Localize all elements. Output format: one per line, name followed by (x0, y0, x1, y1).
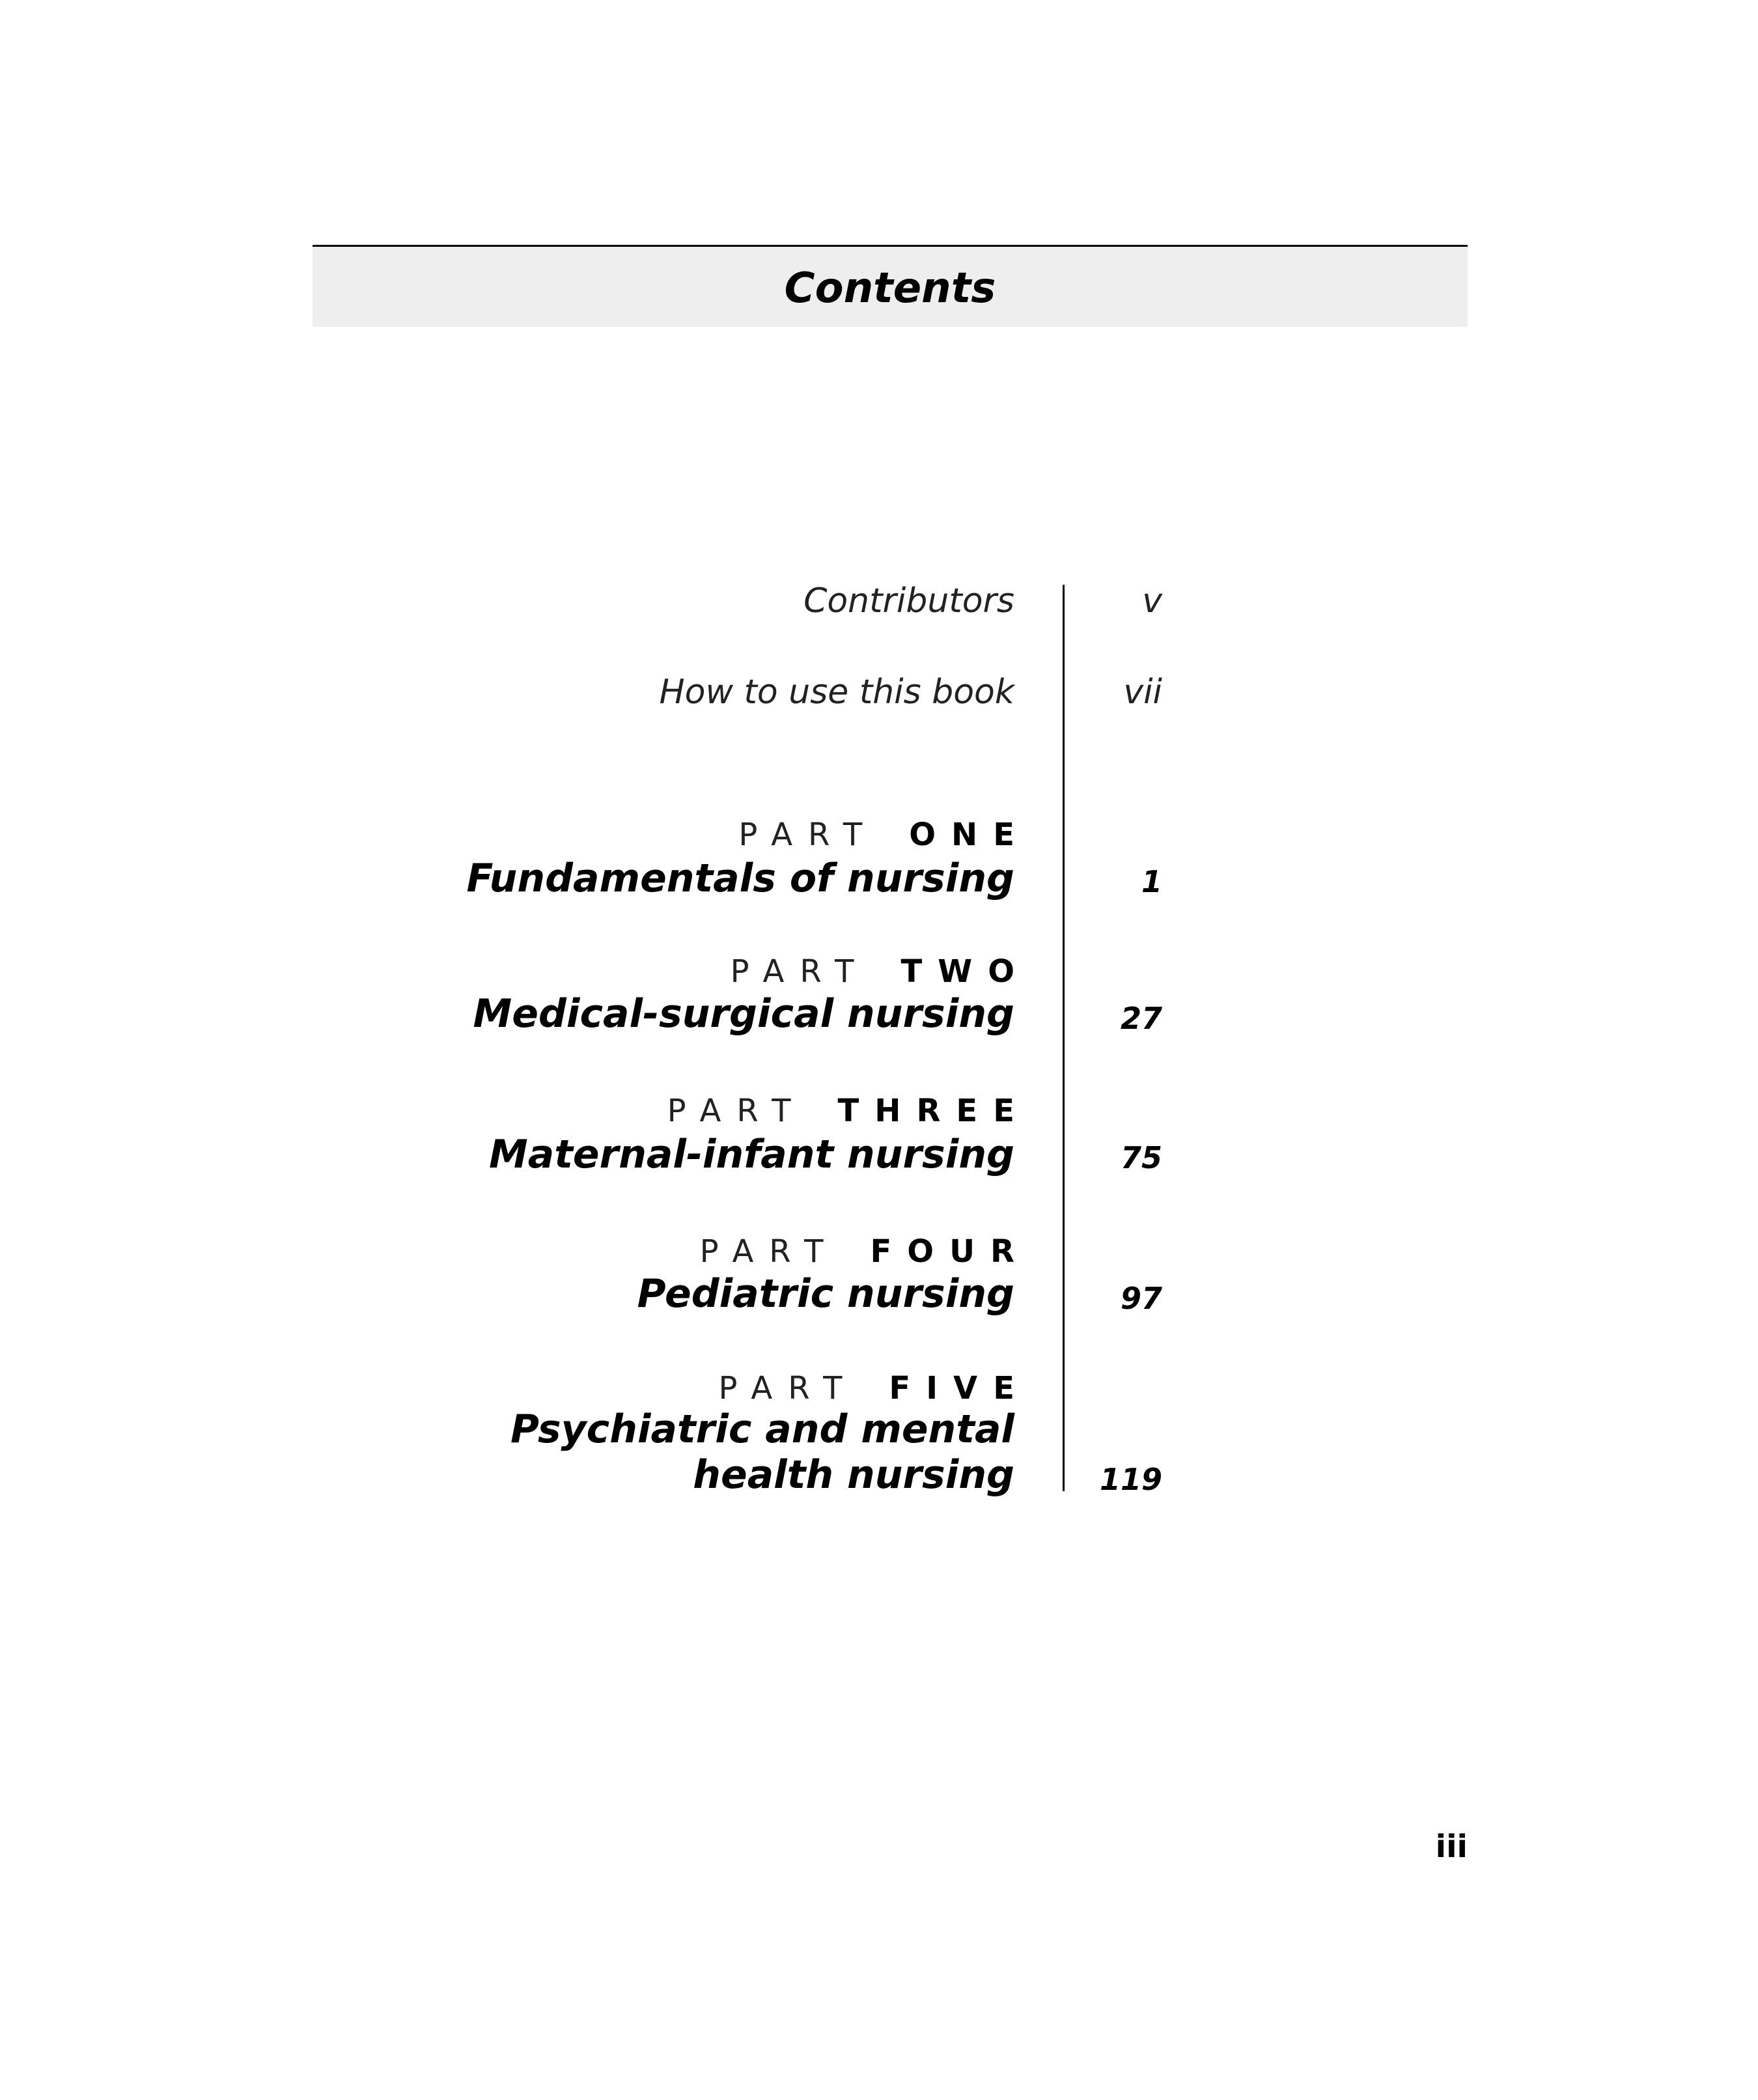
part-three-page: 75 (1120, 1140, 1162, 1175)
part-five-title-line-1[interactable]: Psychiatric and mental (510, 1407, 1014, 1452)
part-four-page: 97 (1120, 1281, 1162, 1316)
page-title: Contents (784, 264, 996, 313)
part-one-page: 1 (1141, 864, 1162, 899)
part-five-title-line-2[interactable]: health nursing (693, 1452, 1014, 1498)
toc-page-contributors: v (1142, 581, 1162, 621)
part-word: PART (667, 1093, 807, 1129)
part-two-page: 27 (1120, 1001, 1162, 1036)
toc-page-how-to-use: vii (1123, 673, 1162, 712)
part-one-title[interactable]: Fundamentals of nursing (466, 856, 1014, 901)
part-three-label (667, 1093, 1030, 1129)
part-word: PART (699, 1233, 839, 1270)
part-number: FIVE (889, 1370, 1030, 1407)
part-four-title[interactable]: Pediatric nursing (637, 1271, 1014, 1317)
part-two-title[interactable]: Medical-surgical nursing (473, 991, 1014, 1037)
part-one-label (738, 817, 1030, 853)
part-word: PART (718, 1370, 858, 1407)
part-four-label (700, 1233, 1030, 1270)
part-five-label (719, 1370, 1030, 1407)
part-number: TWO (900, 953, 1030, 990)
part-three-title[interactable]: Maternal-infant nursing (489, 1132, 1014, 1177)
part-word: PART (730, 953, 870, 990)
part-word: PART (738, 817, 878, 853)
contents-header-band (313, 245, 1468, 327)
part-number: THREE (837, 1093, 1030, 1129)
toc-entry-contributors[interactable]: Contributors (803, 581, 1014, 621)
page-folio: iii (1435, 1828, 1468, 1865)
toc-entry-how-to-use[interactable]: How to use this book (659, 673, 1014, 712)
part-number: FOUR (870, 1233, 1030, 1270)
part-number: ONE (909, 817, 1030, 853)
toc-divider-line (1063, 585, 1065, 1491)
part-five-page: 119 (1099, 1462, 1162, 1497)
part-two-label (731, 953, 1030, 990)
